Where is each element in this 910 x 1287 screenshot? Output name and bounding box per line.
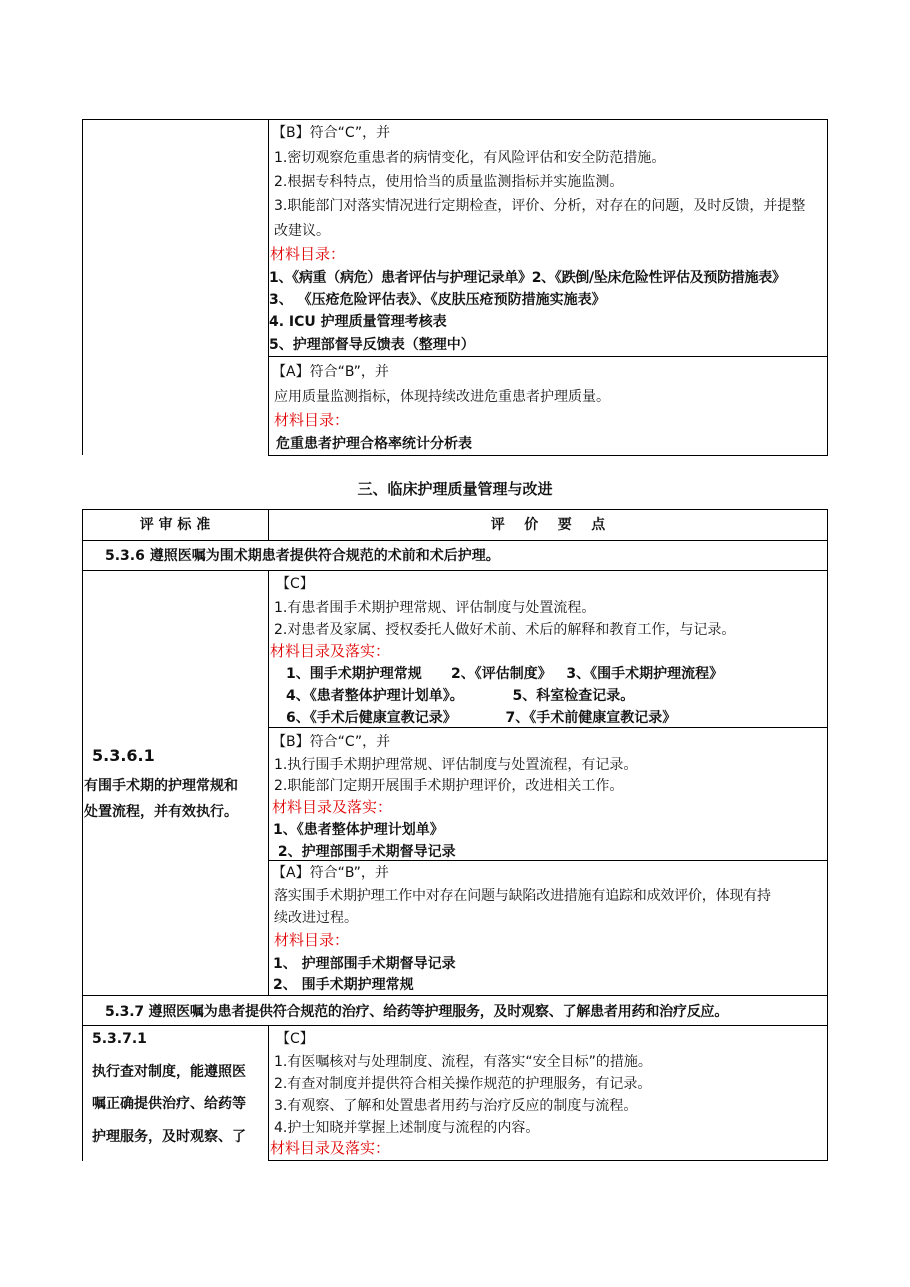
header-col-standard: 评 审 标 准 [139,517,211,533]
material-item: 1、围手术期护理常规 2、《评估制度》 3、《围手术期护理流程》 [286,666,724,682]
table-border-left [82,119,83,455]
table-border-top [82,509,828,510]
table-border-right [827,509,828,1161]
material-item: 1、 护理部围手术期督导记录 [273,956,456,972]
c-item-2: 2.对患者及家属、授权委托人做好术前、术后的解释和教育工作，与记录。 [274,622,736,638]
grade-b-label: 【B】符合“C”，并 [272,734,391,750]
row-divider [82,995,828,996]
materials-label: 材料目录： [270,245,346,263]
materials-label: 材料目录： [274,931,350,949]
standard-desc: 护理服务，及时观察、了 [92,1129,246,1145]
material-item: 3、 《压疮危险评估表》、《皮肤压疮预防措施实施表》 [269,292,606,308]
table-border-divider [268,119,269,456]
materials-label: 材料目录及落实： [270,1139,391,1157]
material-item: 4、《患者整体护理计划单》。 5、科室检查记录。 [286,688,635,704]
column-divider [268,570,269,995]
c-item-3: 3.有观察、了解和处置患者用药与治疗反应的制度与流程。 [274,1098,638,1114]
standard-desc: 有围手术期的护理常规和 [84,778,238,794]
b-item-3: 3.职能部门对落实情况进行定期检查，评价、分析，对存在的问题，及时反馈，并提整 [274,198,806,214]
b-item-3-cont: 改建议。 [274,223,330,239]
standard-desc: 处置流程，并有效执行。 [84,804,238,820]
grade-c-label: 【C】 [276,576,314,592]
table-border-top [82,119,828,120]
standard-desc: 执行查对制度，能遵照医 [92,1064,246,1080]
b-item-1: 1.密切观察危重患者的病情变化，有风险评估和安全防范措施。 [274,150,666,166]
materials-label: 材料目录： [274,411,350,429]
row-divider [268,356,828,357]
c-item-4: 4.护士知晓并掌握上述制度与流程的内容。 [274,1120,540,1136]
table-border-left [82,509,83,1161]
materials-label: 材料目录及落实： [272,798,393,816]
material-item: 6、《手术后健康宣教记录》 7、《手术前健康宣教记录》 [286,710,677,726]
column-divider [268,1025,269,1161]
grade-b-label: 【B】符合“C”，并 [272,125,391,141]
table-border-bottom [268,455,828,456]
table-border-bottom [268,1160,828,1161]
b-item-2: 2.职能部门定期开展围手术期护理评价，改进相关工作。 [274,778,624,794]
a-item-1-cont: 续改进过程。 [274,910,358,926]
material-item: 1、《患者整体护理计划单》 [273,822,444,838]
table-border-right [827,119,828,456]
section-title: 三、临床护理质量管理与改进 [357,480,553,498]
standard-desc: 嘱正确提供治疗、给药等 [92,1096,246,1112]
c-item-1: 1.有医嘱核对与处理制度、流程，有落实“安全目标”的措施。 [274,1054,652,1070]
b-item-1: 1.执行围手术期护理常规、评估制度与处置流程，有记录。 [274,757,638,773]
row-divider [82,540,828,541]
row-divider [82,570,828,571]
grade-c-label: 【C】 [276,1031,314,1047]
material-item: 2、护理部围手术期督导记录 [273,844,456,860]
grade-a-label: 【A】符合“B”，并 [272,364,389,380]
standard-code: 5.3.6.1 [92,746,155,765]
row-divider [82,1025,828,1026]
c-item-1: 1.有患者围手术期护理常规、评估制度与处置流程。 [274,600,596,616]
materials-label: 材料目录及落实： [270,642,391,660]
grade-a-label: 【A】符合“B”，并 [272,865,389,881]
row-divider [268,727,828,728]
material-item: 2、 围手术期护理常规 [273,977,414,993]
material-item: 1、《病重（病危）患者评估与护理记录单》2、《跌倒/坠床危险性评估及预防措施表》 [269,270,786,286]
material-item: 4. ICU 护理质量管理考核表 [269,314,447,330]
material-item: 5、护理部督导反馈表（整理中） [269,337,475,353]
section-537-title: 5.3.7 遵照医嘱为患者提供符合规范的治疗、给药等护理服务，及时观察、了解患者用药和治疗反应。 [105,1004,729,1020]
c-item-2: 2.有查对制度并提供符合相关操作规范的护理服务，有记录。 [274,1076,652,1092]
material-item: 危重患者护理合格率统计分析表 [276,436,472,452]
b-item-2: 2.根据专科特点，使用恰当的质量监测指标并实施监测。 [274,174,624,190]
section-536-title: 5.3.6 遵照医嘱为围术期患者提供符合规范的术前和术后护理。 [105,548,500,564]
a-item-1: 落实围手术期护理工作中对存在问题与缺陷改进措施有追踪和成效评价，体现有持 [274,888,771,904]
standard-code: 5.3.7.1 [92,1031,147,1047]
header-col-points: 评 价 要 点 [490,517,606,533]
a-text: 应用质量监测指标，体现持续改进危重患者护理质量。 [274,389,610,405]
